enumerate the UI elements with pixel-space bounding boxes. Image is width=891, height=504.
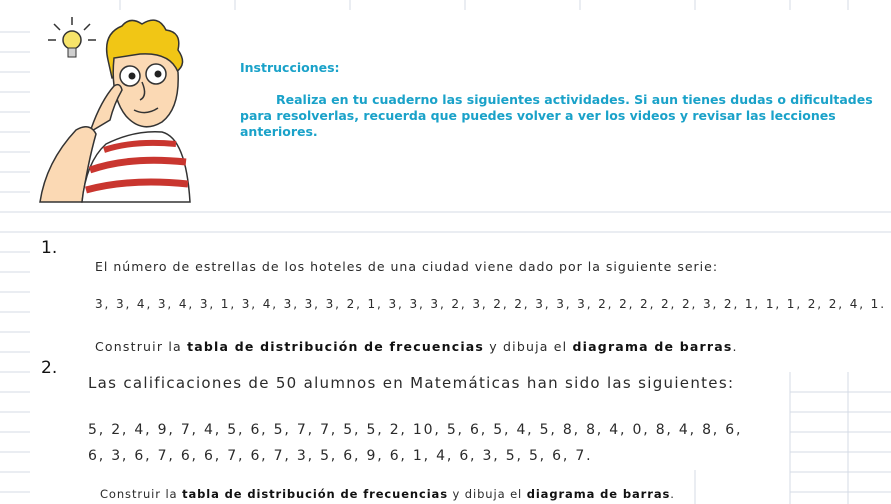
task-bold-table: tabla de distribución de frecuencias — [182, 487, 448, 501]
task-bold-chart: diagrama de barras — [572, 339, 733, 354]
task-bold-chart: diagrama de barras — [526, 487, 671, 501]
task-mid: y dibuja el — [447, 487, 527, 501]
task-bold-table: tabla de distribución de frecuencias — [187, 339, 485, 354]
task-suffix: . — [670, 487, 675, 501]
exercise-2-task — [100, 487, 675, 501]
exercise-1-prompt: El número de estrellas de los hoteles de una ciudad viene dado por la siguiente serie: — [95, 259, 719, 274]
exercise-2-series-line-1: 5, 2, 4, 9, 7, 4, 5, 6, 5, 7, 7, 5, 5, 2, 10, 5, 6, 5, 4, 5, 8, 8, 4, 0, 8, 4, 8, 6, — [88, 422, 743, 438]
exercise-2-prompt: Las calificaciones de 50 alumnos en Matemáticas han sido las siguientes: — [88, 374, 735, 392]
task-prefix: Construir la — [95, 339, 188, 354]
exercise-1-task — [95, 339, 738, 354]
instructions-body: Realiza en tu cuaderno las siguientes actividades. Si aun tienes dudas o dificultades para resolverlas, recuerda que puedes volver a ver los videos y revisar las lecciones anteriores. — [240, 92, 873, 139]
lightbulb-icon — [48, 17, 96, 57]
exercise-2-number: 2. — [38, 358, 60, 378]
task-prefix: Construir la — [100, 487, 183, 501]
instructions-block — [240, 60, 880, 140]
instructions-title: Instrucciones: — [240, 60, 340, 75]
task-suffix: . — [732, 339, 738, 354]
thinking-boy-lightbulb-icon — [30, 12, 195, 204]
exercise-1-number: 1. — [38, 238, 60, 258]
task-mid: y dibuja el — [484, 339, 573, 354]
exercise-2-series-line-2: 6, 3, 6, 7, 6, 6, 7, 6, 7, 3, 5, 6, 9, 6, 1, 4, 6, 3, 5, 5, 6, 7. — [88, 448, 593, 464]
exercise-1-series: 3, 3, 4, 3, 4, 3, 1, 3, 4, 3, 3, 3, 2, 1, 3, 3, 3, 2, 3, 2, 2, 3, 3, 3, 2, 2, 2, 2, 2, 3, 2, 1, 1, 1, 2, 2, 4, 1. — [95, 297, 886, 311]
